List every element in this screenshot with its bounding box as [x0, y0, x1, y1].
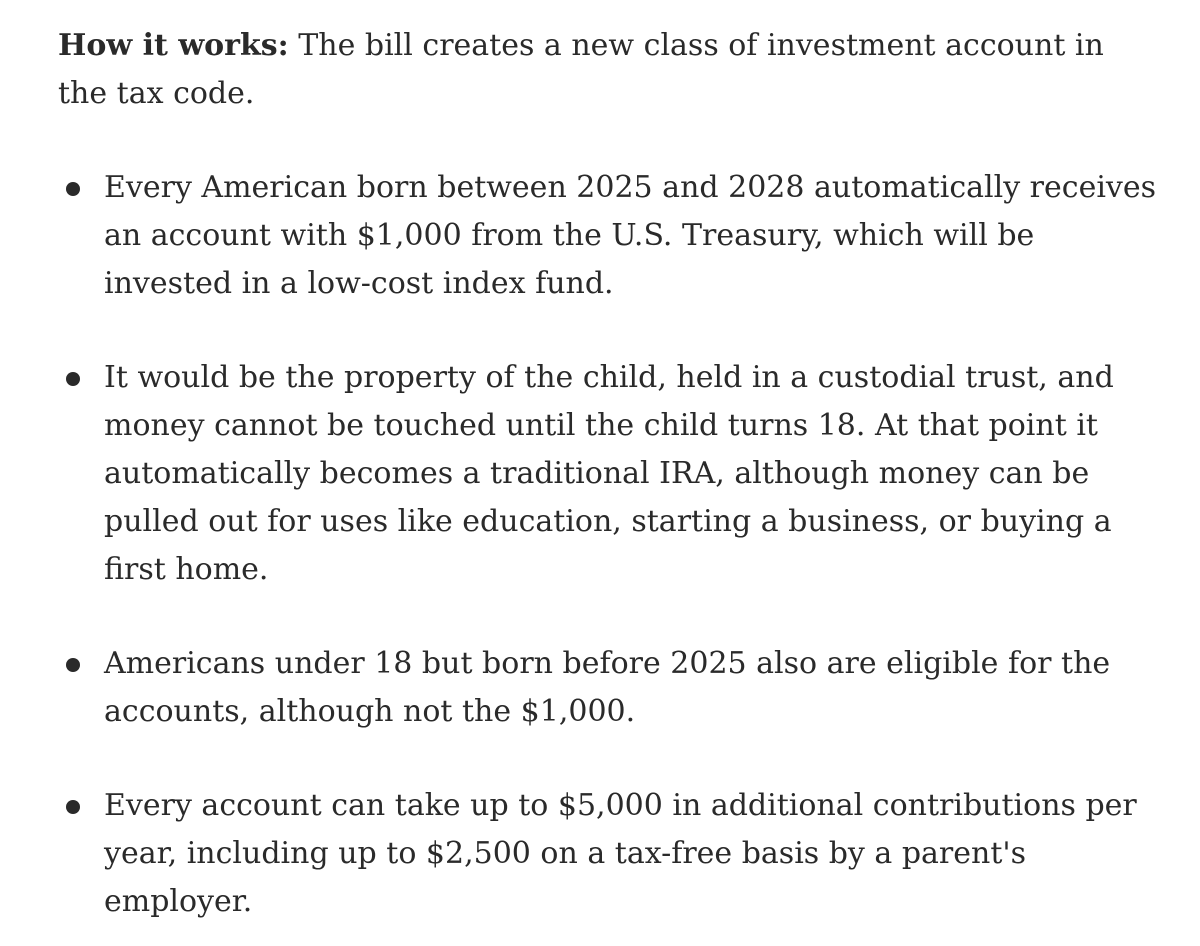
list-item-text: Every account can take up to $5,000 in additional contributions per year, including up to $2,500 on a tax-free basis by a parent's employer.	[104, 788, 1137, 919]
list-item-text: Every American born between 2025 and 2028 automatically receives an account with $1,000 from the U.S. Treasury, which will be invested in a low-cost index fund.	[104, 170, 1157, 301]
list-item-text: It would be the property of the child, held in a custodial trust, and money cannot be touched until the child turns 18. At that point it automatically becomes a traditional IRA, although money can be pulled out for uses like education, starting a business, or buying a first home.	[104, 360, 1114, 587]
intro-text: The bill creates a new class of investment account in the tax code.	[58, 28, 1104, 111]
bullet-dot-icon	[66, 658, 80, 672]
intro-lead: How it works:	[58, 28, 289, 63]
list-item	[58, 782, 1158, 926]
bullet-dot-icon	[66, 800, 80, 814]
list-item	[58, 354, 1158, 594]
intro-paragraph	[58, 22, 1158, 118]
bullet-dot-icon	[66, 372, 80, 386]
list-item-text: Americans under 18 but born before 2025 also are eligible for the accounts, although not the $1,000.	[104, 646, 1111, 729]
bullet-list	[58, 164, 1158, 926]
list-item	[58, 640, 1158, 736]
article-body	[58, 22, 1158, 926]
list-item	[58, 164, 1158, 308]
bullet-dot-icon	[66, 182, 80, 196]
